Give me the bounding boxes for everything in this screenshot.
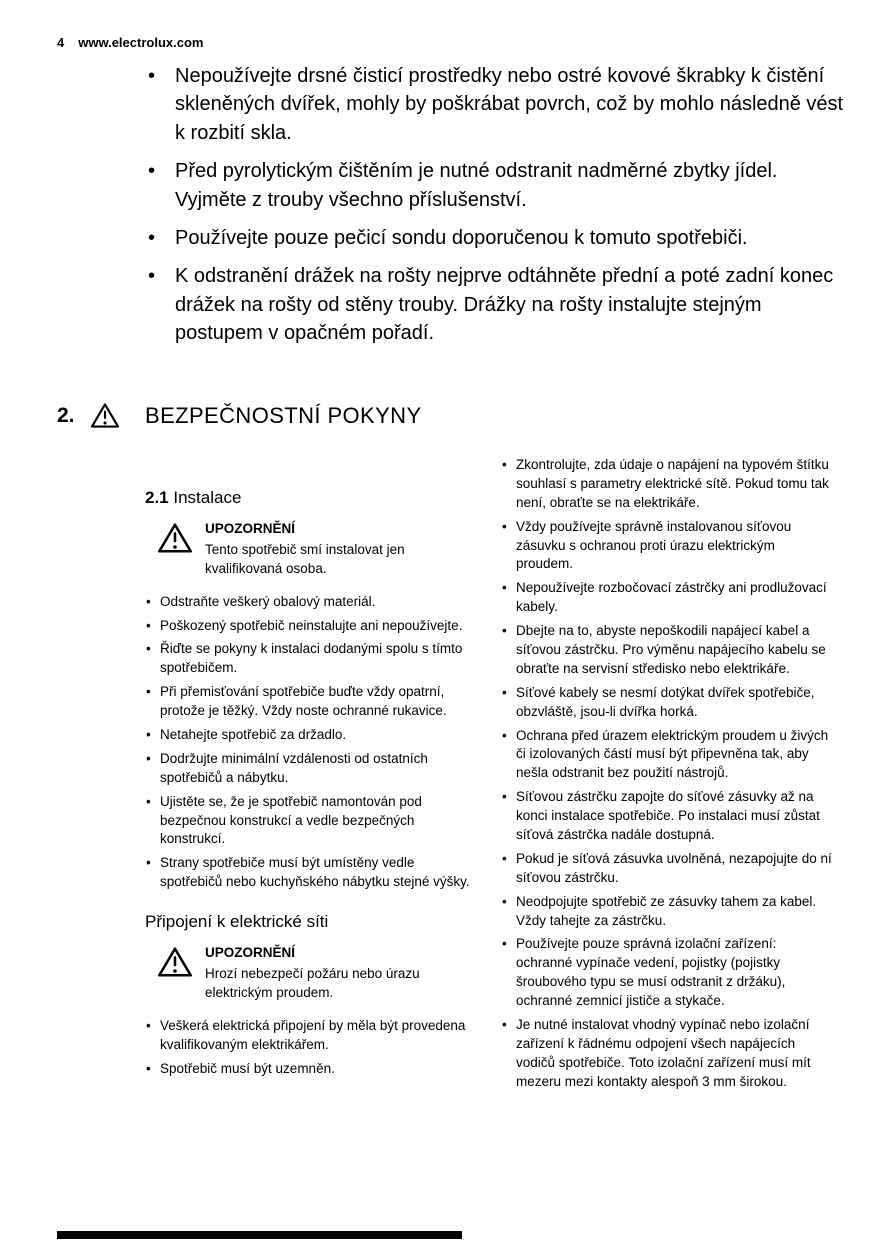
warning-text: Tento spotřebič smí instalovat jen kvalifikovaná osoba.: [205, 541, 405, 576]
bullet-item: • Používejte pouze pečicí sondu doporučenou k tomuto spotřebiči.: [145, 224, 845, 252]
subsection-title: Instalace: [173, 488, 242, 507]
bullet-item: • Je nutné instalovat vhodný vypínač nebo izolační zařízení k řádnému odpojení všech napájecích vodičů spotřebiče. Toto izolační zařízení musí mít mezeru mezi kontakty alespoň 3 mm širokou.: [501, 1016, 835, 1092]
bullet-item: • Řiďte se pokyny k instalaci dodanými spolu s tímto spotřebičem.: [145, 640, 479, 678]
bullet-item: • Pokud je síťová zásuvka uvolněná, nezapojujte do ní síťovou zástrčku.: [501, 850, 835, 888]
bullet-item: • Při přemisťování spotřebiče buďte vždy opatrní, protože je těžký. Vždy noste ochranné rukavice.: [145, 683, 479, 721]
page-header: [57, 35, 203, 50]
warning-body: [205, 944, 479, 1003]
subsection-heading-installation: [145, 488, 479, 508]
bullet-item: • Odstraňte veškerý obalový materiál.: [145, 593, 479, 612]
footer-bar: [57, 1231, 462, 1239]
bullet-item: • Dbejte na to, abyste nepoškodili napájecí kabel a síťovou zástrčku. Pro výměnu napájecího kabelu se obraťte na servisní středisko nebo elektrikáře.: [501, 622, 835, 679]
installation-bullet-list: [145, 593, 479, 892]
warning-box-installation: [145, 520, 479, 579]
subsection-number: 2.1: [145, 488, 169, 507]
section-heading: [57, 402, 422, 429]
warning-body: [205, 520, 479, 579]
warning-triangle-icon: [145, 944, 205, 1003]
warning-triangle-icon: [145, 520, 205, 579]
bullet-item: • Spotřebič musí být uzemněn.: [145, 1060, 479, 1079]
page-number: 4: [57, 35, 65, 50]
bullet-item: • Síťovou zástrčku zapojte do síťové zásuvky až na konci instalace spotřebiče. Po instalaci musí zůstat síťová zástrčka nadále dostupná.: [501, 788, 835, 845]
bullet-item: • K odstranění drážek na rošty nejprve odtáhněte přední a poté zadní konec drážek na rošty od stěny trouby. Drážky na rošty instalujte stejným postupem v opačném pořadí.: [145, 262, 845, 347]
bullet-item: • Vždy používejte správně instalovanou síťovou zásuvku s ochranou proti úrazu elektrickým proudem.: [501, 518, 835, 575]
subsection-heading-electrical: Připojení k elektrické síti: [145, 912, 329, 932]
left-column: [145, 456, 479, 1097]
bullet-item: • Nepoužívejte rozbočovací zástrčky ani prodlužovací kabely.: [501, 579, 835, 617]
warning-triangle-icon: [90, 402, 145, 429]
bullet-item: • Síťové kabely se nesmí dotýkat dvířek spotřebiče, obzvláště, jsou-li dvířka horká.: [501, 684, 835, 722]
bullet-item: • Ujistěte se, že je spotřebič namontován pod bezpečnou konstrukcí a vedle bezpečných konstrukcí.: [145, 793, 479, 850]
intro-bullet-list: [145, 62, 845, 358]
section-title: BEZPEČNOSTNÍ POKYNY: [145, 402, 422, 428]
electrical-bullet-list: [145, 1017, 479, 1079]
warning-box-electrical: [145, 944, 479, 1003]
warning-text: Hrozí nebezpečí požáru nebo úrazu elektrickým proudem.: [205, 966, 420, 1000]
warning-label: UPOZORNĚNÍ: [205, 521, 296, 536]
bullet-item: • Zkontrolujte, zda údaje o napájení na typovém štítku souhlasí s parametry elektrické sítě. Pokud tomu tak není, obraťte se na elektrikáře.: [501, 456, 835, 513]
bullet-item: • Před pyrolytickým čištěním je nutné odstranit nadměrné zbytky jídel. Vyjměte z trouby všechno příslušenství.: [145, 157, 845, 214]
bullet-item: • Strany spotřebiče musí být umístěny vedle spotřebičů nebo kuchyňského nábytku stejné výšky.: [145, 854, 479, 892]
website-url: www.electrolux.com: [78, 35, 204, 50]
bullet-item: • Neodpojujte spotřebič ze zásuvky tahem za kabel. Vždy tahejte za zástrčku.: [501, 893, 835, 931]
bullet-item: • Nepoužívejte drsné čisticí prostředky nebo ostré kovové škrabky k čistění skleněných dvířek, mohly by poškrábat povrch, což by mohlo následně vést k rozbití skla.: [145, 62, 845, 147]
bullet-item: • Poškozený spotřebič neinstalujte ani nepoužívejte.: [145, 617, 479, 636]
warning-label: UPOZORNĚNÍ: [205, 945, 296, 961]
right-column: [501, 456, 835, 1097]
right-bullet-list: [501, 456, 835, 1092]
bullet-item: • Dodržujte minimální vzdálenosti od ostatních spotřebičů a nábytku.: [145, 750, 479, 788]
two-column-body: [145, 456, 835, 1097]
bullet-item: • Netahejte spotřebič za držadlo.: [145, 726, 479, 745]
bullet-item: • Ochrana před úrazem elektrickým proudem u živých či izolovaných částí musí být připevněna tak, aby nešla odstranit bez použití nástrojů.: [501, 727, 835, 784]
bullet-item: • Používejte pouze správná izolační zařízení: ochranné vypínače vedení, pojistky (pojistky šroubového typu se musí odstranit z držáku), ochranné zemnicí jističe a stykače.: [501, 935, 835, 1011]
bullet-item: • Veškerá elektrická připojení by měla být provedena kvalifikovaným elektrikářem.: [145, 1017, 479, 1055]
section-number: 2.: [57, 403, 75, 427]
